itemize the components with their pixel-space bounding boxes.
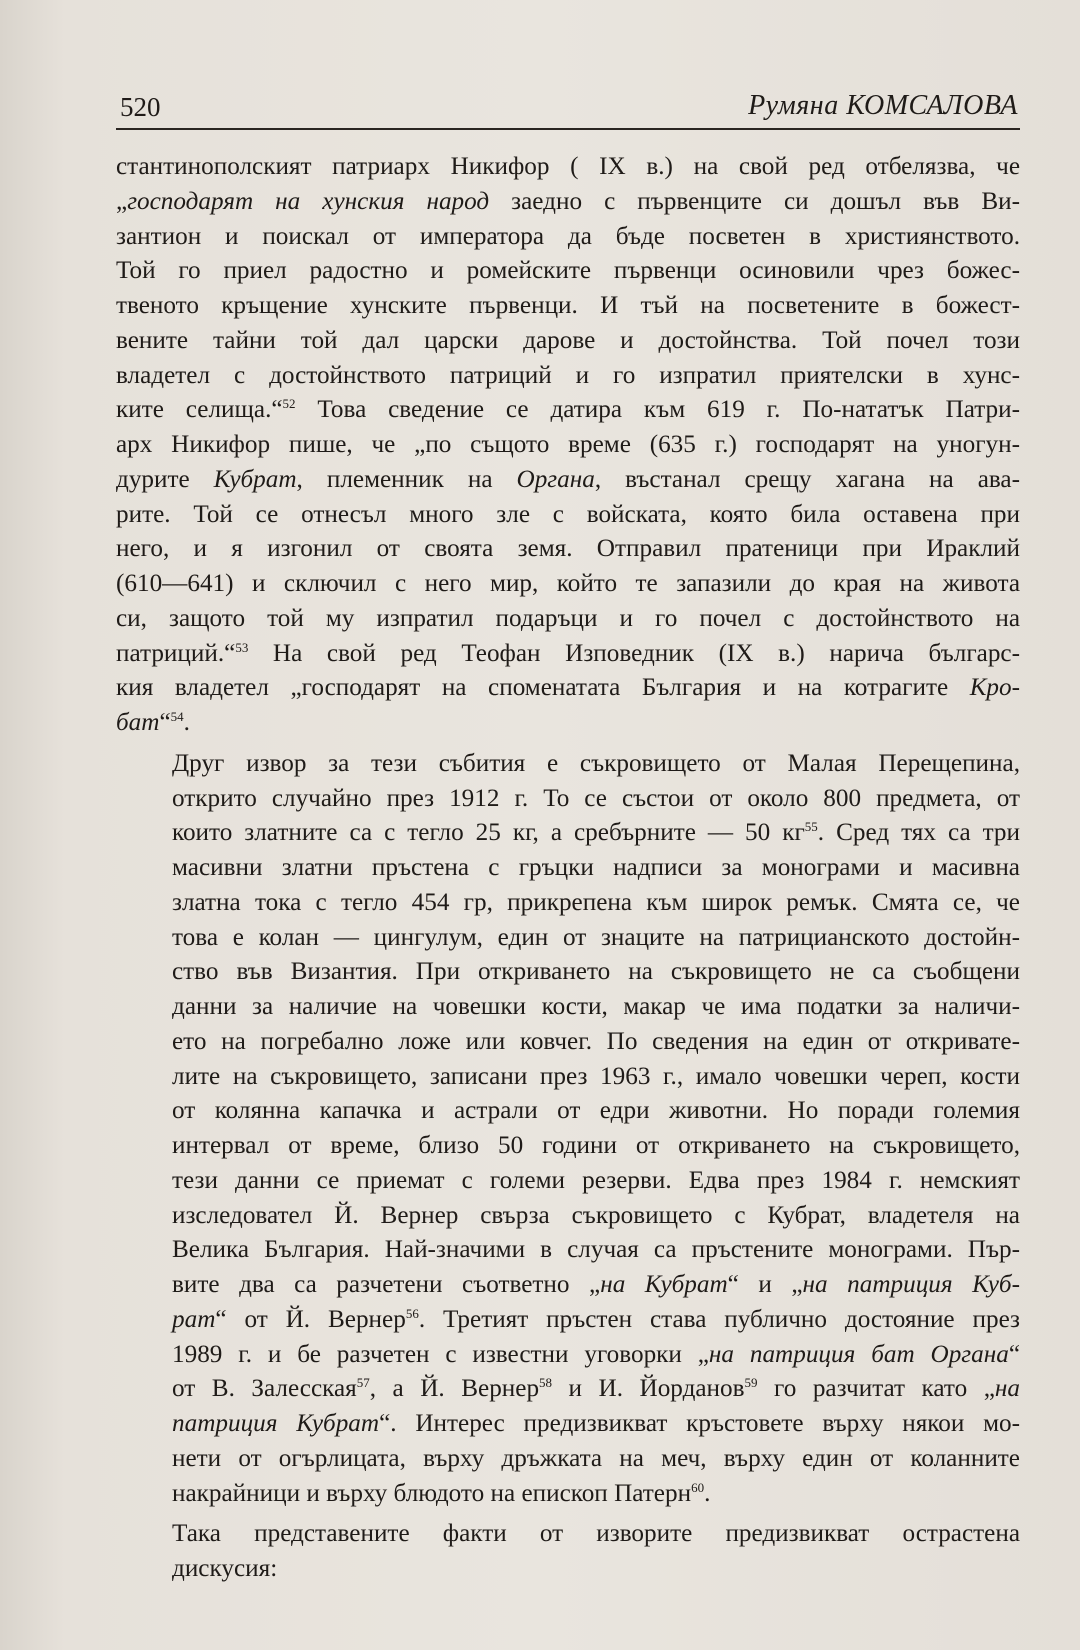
page-header — [116, 88, 1020, 130]
paragraph-2 — [116, 747, 1020, 1512]
italic-phrase: патриция Кубрат — [172, 1410, 380, 1437]
italic-phrase: рат — [172, 1305, 216, 1333]
text-line: стантинополският патриарх Никифор ( IX в.) на свой ред отбелязва, че — [116, 153, 1020, 180]
text-line: данни за наличие на човешки кости, макар че има податки за наличи- — [172, 993, 1020, 1020]
text-line: вите два са разчетени съответно „на Кубрат“ и „на патриция Куб- — [172, 1271, 1020, 1298]
text-line: ето на погребално ложе или ковчег. По сведения на един от откривате- — [172, 1027, 1020, 1055]
text-line: вените тайни той дал царски дарове и достойнства. Той почел този — [116, 326, 1020, 354]
text-line: рат“ от Й. Вернер$^{56}$. Третият пръстен става публично достояние през — [172, 1305, 1021, 1333]
text-line: зантион и поискал от императора да бъде посветен в християнството. — [116, 222, 1020, 250]
italic-phrase: Органа — [516, 465, 595, 493]
text-line: (610—641) и сключил с него мир, който те запазили до края на живота — [116, 570, 1020, 597]
page-number: 520 — [120, 92, 161, 122]
text-line: лите на съкровището, записани през 1963 г., имало човешки череп, кости — [172, 1062, 1020, 1090]
italic-phrase: на патриция бат Органа — [708, 1340, 1009, 1368]
text-line: това е колан — цингулум, един от знаците на патрицианското достойн- — [172, 923, 1020, 951]
footnote-ref-58: 58 — [539, 1375, 553, 1391]
text-line: Той го приел радостно и ромейските първенци осиновили чрез божес- — [116, 257, 1020, 285]
text-line: дурите Кубрат, племенник на Органа, въстанал срещу хагана на ава- — [116, 465, 1021, 493]
italic-phrase: на Кубрат — [600, 1271, 728, 1298]
footnote-ref-56: 56 — [405, 1305, 419, 1321]
text-line: 1989 г. и бе разчетен с известни уговорки „на патриция бат Органа“ — [172, 1340, 1020, 1368]
footnote-ref-55: 55 — [804, 819, 818, 835]
text-line: нети от огърлицата, върху дръжката на меч, върху един от коланните — [172, 1444, 1020, 1472]
text-line: ство във Византия. При откриването на съкровището не са съобщени — [172, 958, 1020, 986]
text-line: от колянна капачка и астрали от едри животни. Но поради големия — [172, 1097, 1020, 1125]
text-line: дискусия: — [172, 1555, 278, 1582]
text-line: владетел с достойнството патриций и го изпратил приятелски в хунс- — [116, 361, 1020, 389]
text-line: които златните са с тегло 25 кг, а сребърните — 50 $кг^{55}$. Сред тях са три — [172, 819, 1020, 847]
footnote-ref-57: 57 — [356, 1375, 370, 1391]
italic-phrase: Кро- — [969, 674, 1020, 702]
italic-phrase: Кубрат — [213, 465, 297, 493]
footnote-ref-54: 54 — [170, 709, 184, 724]
text-line: златна тока с тегло 454 гр, прикрепена към широк ремък. Смята се, че — [172, 888, 1020, 916]
text-line: Така представените факти от изворите предизвикват острастена — [172, 1520, 1020, 1548]
italic-phrase: бат — [116, 709, 160, 736]
footnote-ref-52: 52 — [282, 396, 296, 412]
paragraph-1 — [116, 150, 1020, 741]
italic-phrase: на — [994, 1375, 1020, 1403]
paragraph-3 — [116, 1517, 1020, 1587]
text-line: патриций.“$^{53}$ На свой ред Теофан Изповедник (IX в.) нарича българс- — [116, 639, 1020, 667]
text-line: кия владетел „господарят на споменатата България и на котрагите Кро- — [116, 674, 1020, 702]
text-line: него, и я изгонил от своята земя. Отправил пратеници при Ираклий — [116, 535, 1020, 563]
text-line: патриция Кубрат“. Интерес предизвикват кръстовете върху някои мо- — [172, 1410, 1020, 1437]
text-line: масивни златни пръстена с гръцки надписи за монограми и масивна — [172, 854, 1020, 881]
italic-phrase: на патриция Куб- — [802, 1271, 1020, 1298]
text-line: ките селища.“$^{52}$ Това сведение се датира към 619 г. По-нататък Патри- — [116, 396, 1020, 424]
text-line: си, защото той му изпратил подаръци и го почел с достойнството на — [116, 604, 1020, 632]
text-line: „господарят на хунския народ заедно с първенците си дошъл във Ви- — [116, 187, 1020, 215]
text-line: бат“$^{54}$. — [116, 709, 190, 736]
body-text — [116, 150, 1020, 1587]
text-line: рите. Той се отнесъл много зле с войската, която била оставена при — [116, 500, 1020, 528]
italic-phrase: господарят на хунския народ — [127, 187, 490, 215]
text-line: накрайници и върху блюдото на епископ Патерн$^{60}$. — [172, 1479, 711, 1507]
text-line: изследовател Й. Вернер свърза съкровището с Кубрат, владетеля на — [172, 1201, 1020, 1229]
text-line: тези данни се приемат с големи резерви. Едва през 1984 г. немският — [172, 1166, 1020, 1194]
text-line: от В. Залесская$^{57}$, а Й. Вернер$^{58}$ и И. Йорданов$^{59}$ го разчитат като „на — [172, 1375, 1020, 1403]
footnote-ref-53: 53 — [235, 639, 249, 655]
text-line: интервал от време, близо 50 години от откриването на съкровището, — [172, 1132, 1020, 1159]
text-line: открито случайно през 1912 г. То се състои от около 800 предмета, от — [172, 784, 1020, 812]
text-line: твеното кръщение хунските първенци. И тъй на посветените в божест- — [116, 292, 1020, 319]
text-line: Друг извор за тези събития е съкровището от Малая Перещепина, — [172, 749, 1020, 777]
footnote-ref-60: 60 — [691, 1479, 705, 1495]
text-line: Велика България. Най-значими в случая са пръстените монограми. Пър- — [172, 1236, 1020, 1264]
footnote-ref-59: 59 — [744, 1375, 758, 1391]
text-line: арх Никифор пише, че „по същото време (635 г.) господарят на уногун- — [116, 431, 1020, 458]
running-head-author: Румяна КОМСАЛОВА — [748, 90, 1018, 121]
